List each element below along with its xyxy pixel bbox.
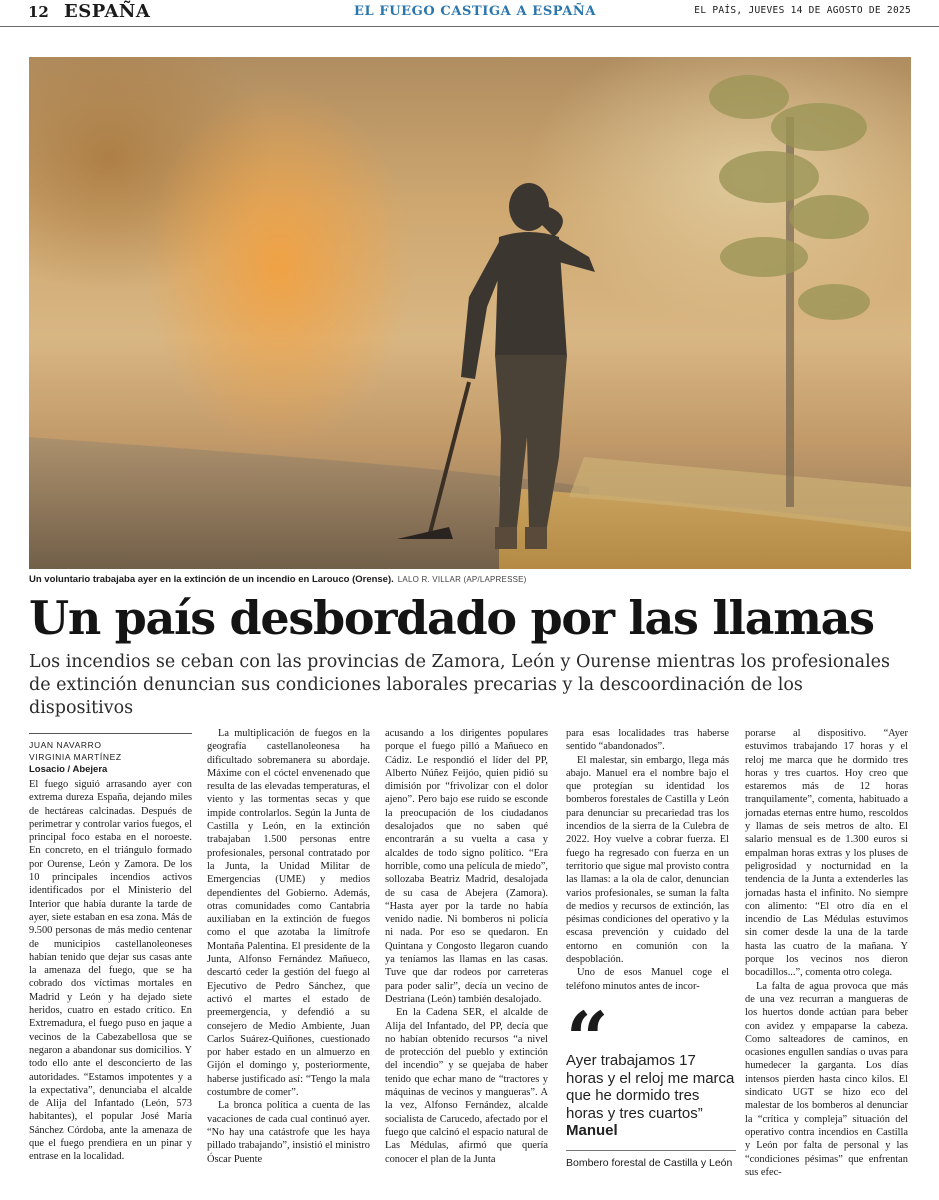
section-title: ESPAÑA — [64, 1, 151, 22]
article-column-5 — [745, 727, 908, 1179]
paragraph: La multiplicación de fuegos en la geografía castellanoleonesa ha dificultado sobremanera su abordaje. Máxime con el cóctel envenenado que resulta de las elevadas temperaturas, el viento y las tormentas secas y que impide controlarlos. Según la Junta de Castilla y León, en la extinción trabajaban 1.500 personas entre profesionales, personal contratado por la Junta, la Unidad Militar de Emergencias (UME) y medios dependientes del Gobierno. Además, otras comunidades como Cantabria auxiliaban en la extinción de fuegos como el que azotaba la limítrofe Montaña Palentina. El presidente de la Junta, Alfonso Fernández Mañueco, descartó ceder la gestión del fuego al Ejecutivo de Pedro Sánchez, que activó el martes el estado de preemergencia, y defendió a su consejero de Medio Ambiente, Juan Carlos Suárez-Quiñones, cuestionado por haber estado en un almuerzo en Gijón el domingo y, posteriormente, haberse justificado así: “Tengo la mala costumbre de comer”. — [207, 728, 370, 1099]
quote-author-role: Bombero forestal de Castilla y León — [566, 1150, 736, 1171]
headline: Un país desbordado por las llamas — [29, 591, 874, 645]
quote-body: Ayer trabajamos 17 horas y el reloj me marca que he dormido tres horas y tres cuartos” — [566, 1052, 735, 1122]
pull-quote — [566, 997, 736, 1170]
author-1: JUAN NAVARRO — [29, 740, 102, 750]
article-column-4 — [566, 727, 729, 993]
dateline: EL PAÍS, JUEVES 14 DE AGOSTO DE 2025 — [694, 5, 911, 16]
article-column-2 — [207, 727, 370, 1166]
paragraph: El malestar, sin embargo, llega más abajo. Manuel era el nombre bajo el que protegían su identidad los bomberos forestales de Castilla y León para denunciar su precariedad tras los incendios de la sierra de la Culebra de 2022. Hoy vuelve a cobrar fuerza. El fuego ha regresado con fuerza en un territorio que sigue mal provisto contra las llamas: a la ola de calor, denuncian varios profesionales, se suman la falta de medios y recursos de extinción, las pésimas condiciones del operativo y la escasa prevención y cuidado del entorno en comunión con la despoblación. — [566, 754, 729, 966]
article-column-3 — [385, 727, 548, 1166]
photo-caption — [29, 574, 527, 585]
paragraph: acusando a los dirigentes populares porque el fuego pilló a Mañueco en Cádiz. Le respondió el líder del PP, Alberto Núñez Feijóo, quien pidió su dimisión por “frivolizar con el dolor ajeno”. Pero bajo ese ruido se esconde la preocupación de los ciudadanos desalojados que no saben qué encontrarán a su vuelta a casa y alcaldes de todo signo político. “Era horrible, como una película de miedo”, sollozaba Beatriz Madrid, desalojada de su casa de Abejera (Zamora). “Hasta ayer por la tarde no había venido nadie. Ni bomberos ni policía ni nada. Por eso se quedaron. En Quintana y Congosto llegaron cuando ya teníamos las llamas en las casas. Tuve que dar rodeos por carreteras para poder salir”, decía un vecino de Destriana (León) también desalojado. — [385, 728, 548, 1005]
quote-mark-icon: “ — [566, 997, 601, 1083]
photo-credit: LALO R. VILLAR (AP/LAPRESSE) — [397, 575, 527, 584]
author-2: VIRGINIA MARTÍNEZ — [29, 752, 122, 762]
paragraph: para esas localidades tras haberse sentido “abandonados”. — [566, 728, 729, 753]
paragraph: En la Cadena SER, el alcalde de Alija del Infantado, del PP, decía que no habían obtenido recursos “a nivel de protección del pueblo y extinción del incendio” y se quejaba de haber tenido que echar mano de “tractores y máquinas de vecinos y mangueras”. A la vez, Alfonso Fernández, alcalde socialista de Carucedo, afectado por el fuego que calcinó el espacio natural de Las Médulas, afirmó que quería conocer el plan de la Junta — [385, 1007, 548, 1165]
location: Losacio / Abejera — [29, 764, 108, 775]
page-header — [0, 0, 939, 27]
paragraph: La bronca política a cuenta de las vacaciones de cada cual continuó ayer. “No hay una catástrofe que les haya pillado trabajando”, insistió el ministro Óscar Puente — [207, 1100, 370, 1165]
lead-photo — [29, 57, 911, 569]
quote-text — [566, 1052, 736, 1140]
photo-illustration — [29, 57, 911, 569]
subheadline: Los incendios se ceban con las provincias de Zamora, León y Ourense mientras los profesionales de extinción denuncian sus condiciones laborales precarias y la descoordinación de los dispositivos — [29, 652, 891, 718]
paragraph: Uno de esos Manuel coge el teléfono minutos antes de incor- — [566, 967, 729, 992]
caption-text: Un voluntario trabajaba ayer en la extinción de un incendio en Larouco (Orense). — [29, 574, 394, 585]
page-number: 12 — [28, 3, 49, 21]
paragraph: La falta de agua provoca que más de una vez recurran a mangueras de los huertos donde actúan para beber con avidez y empaparse la cabeza. Como salteadores de caminos, en ocasiones engullen sandías o uvas para humedecer la garganta. Los días intensos pierden hasta cinco kilos. El sindicato UGT se hizo eco del malestar de los bomberos al denunciar la “crítica y compleja” situación del operativo contra incendios en Castilla y León por falta de personal y las “condiciones pésimas” que enfrentan sus efec- — [745, 980, 908, 1178]
quote-author: Manuel — [566, 1122, 618, 1139]
paragraph: El fuego siguió arrasando ayer con extrema dureza España, dejando miles de hectáreas calcinadas. Después de perimetrar y controlar varios fuegos, el principal foco estaba en el noroeste. En concreto, en el triángulo formado por Ourense, León y Zamora. De los 10 principales incendios activos identificados por el Ministerio del Interior que había durante la tarde de ayer, siete estaban en esa zona. Más de 9.500 personas de más medio centenar de municipios castellanoleoneses habían tenido que dejar sus casas ante la amenaza del fuego, que se ha cobrado dos víctimas mortales en Madrid y León y ha dejado siete heridos, cuatro en estado crítico. En Extremadura, el fuego puso en jaque a vecinos de la Cabezabellosa que se negaron a abandonar sus domicilios. Y todo ello ante el desconcierto de las autoridades. “Estamos impotentes y a la expectativa”, denunciaba el alcalde de Alija del Infantado (León, 573 habitantes), el popular José María Sánchez Córdoba, ante la amenaza de que el fuego prendiera en un pinar y entrase en la localidad. — [29, 779, 192, 1163]
paragraph: porarse al dispositivo. “Ayer estuvimos trabajando 17 horas y el reloj me marca que he dormido tres horas y tres cuartos. Hoy creo que estaremos más de 12 horas tranquilamente”, comenta, habituado a jornadas eternas entre humo, rescoldos y llamas de seis metros de alto. El salario mensual es de 1.300 euros si empalman horas extras y los pluses de peligrosidad y nocturnidad en la tendencia de la Junta a extenderles las jornadas hasta el infinito. No siempre con alimento: “El otro día en el incendio de Las Médulas estuvimos sin comer desde la una de la tarde hasta las cuatro de la mañana. Y porque los vecinos nos dieron bocadillos...”, comenta otro colega. — [745, 728, 908, 979]
section-kicker: EL FUEGO CASTIGA A ESPAÑA — [354, 4, 597, 19]
article-column-1 — [29, 733, 192, 1164]
